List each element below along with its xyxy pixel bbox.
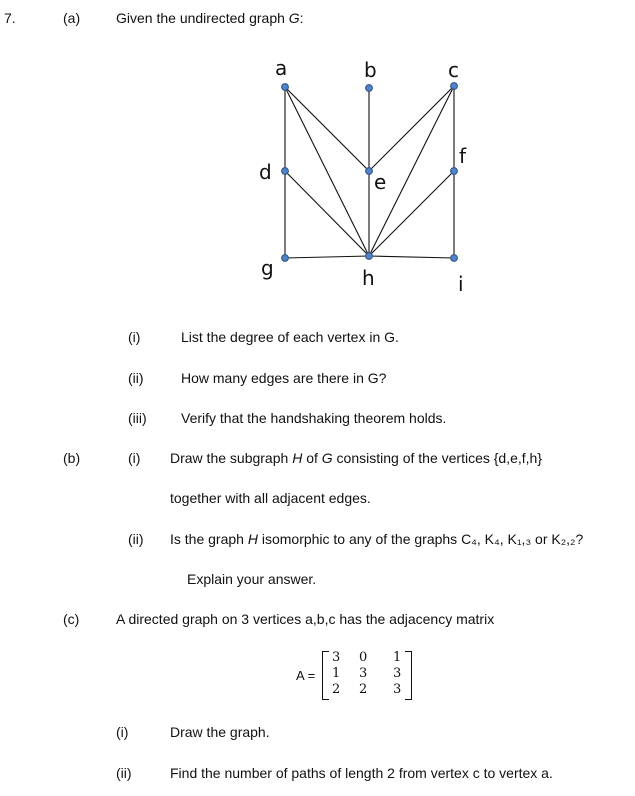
matrix-cell: 1: [393, 650, 402, 665]
vertex-d: [282, 168, 289, 175]
edge-a-e: [285, 87, 369, 171]
vertex-label-b: b: [364, 58, 377, 82]
edge-h-i: [369, 256, 454, 258]
matrix-cell: 2: [332, 682, 341, 697]
matrix-cell: 0: [359, 650, 368, 665]
vertex-label-h: h: [362, 266, 375, 290]
matrix-cell: 1: [332, 666, 341, 681]
adjacency-matrix: [328, 650, 410, 698]
vertex-h: [366, 253, 373, 260]
part-a-item-text: Verify that the handshaking theorem holds.: [181, 410, 447, 426]
matrix-cell: 3: [332, 650, 341, 665]
vertex-b: [366, 85, 373, 92]
part-b-item2-line2: Explain your answer.: [187, 571, 317, 587]
vertex-label-a: a: [275, 56, 288, 80]
part-b-item1-line2: together with all adjacent edges.: [170, 490, 371, 506]
part-a-item-text: How many edges are there in G?: [181, 370, 387, 386]
matrix-cell: 3: [393, 666, 402, 681]
edge-a-h: [285, 87, 369, 256]
vertex-label-e: e: [374, 170, 387, 194]
part-b-item2-text: Is the graph H isomorphic to any of the graphs C₄, K₄, K₁,₃ or K₂,₂?: [170, 531, 584, 547]
part-b-item-label: (i): [128, 450, 141, 466]
vertex-e: [366, 168, 373, 175]
vertex-label-i: i: [458, 272, 464, 296]
vertex-g: [282, 255, 289, 262]
part-a-item-label: (ii): [128, 370, 144, 386]
part-b-item1-text: Draw the subgraph H of G consisting of the vertices {d,e,f,h}: [170, 450, 543, 466]
matrix-row: [328, 666, 410, 682]
part-a-item-label: (i): [128, 329, 141, 345]
edge-c-e: [369, 86, 454, 171]
matrix-cell: 3: [393, 682, 402, 697]
part-b-label: (b): [63, 450, 81, 466]
part-c-item-label: (ii): [116, 765, 132, 781]
part-a-item-label: (iii): [128, 410, 147, 426]
part-a-prompt: Given the undirected graph G:: [116, 10, 304, 26]
edge-g-h: [285, 256, 369, 258]
matrix-row: [328, 650, 410, 666]
part-c-item-label: (i): [116, 724, 129, 740]
matrix-cell: 2: [359, 682, 368, 697]
part-b-item-label: (ii): [128, 531, 144, 547]
vertex-label-d: d: [259, 160, 272, 184]
vertex-f: [451, 168, 458, 175]
part-c-item-text: Find the number of paths of length 2 from vertex c to vertex a.: [170, 765, 553, 781]
vertex-label-f: f: [459, 144, 467, 168]
part-c-item-text: Draw the graph.: [170, 724, 270, 740]
vertex-c: [451, 83, 458, 90]
matrix-row: [328, 682, 410, 698]
part-c-label: (c): [63, 611, 80, 627]
vertex-i: [451, 255, 458, 262]
part-a-item-text: List the degree of each vertex in G.: [181, 329, 399, 345]
part-a-label: (a): [63, 10, 81, 26]
part-c-prompt: A directed graph on 3 vertices a,b,c has the adjacency matrix: [116, 611, 495, 627]
edge-d-h: [285, 171, 369, 256]
matrix-label: A =: [296, 668, 316, 683]
matrix-cell: 3: [359, 666, 368, 681]
vertex-label-c: c: [448, 58, 459, 82]
question-number: 7.: [4, 10, 16, 26]
vertex-label-g: g: [261, 256, 274, 280]
vertex-a: [282, 84, 289, 91]
graph-diagram: [240, 55, 500, 300]
